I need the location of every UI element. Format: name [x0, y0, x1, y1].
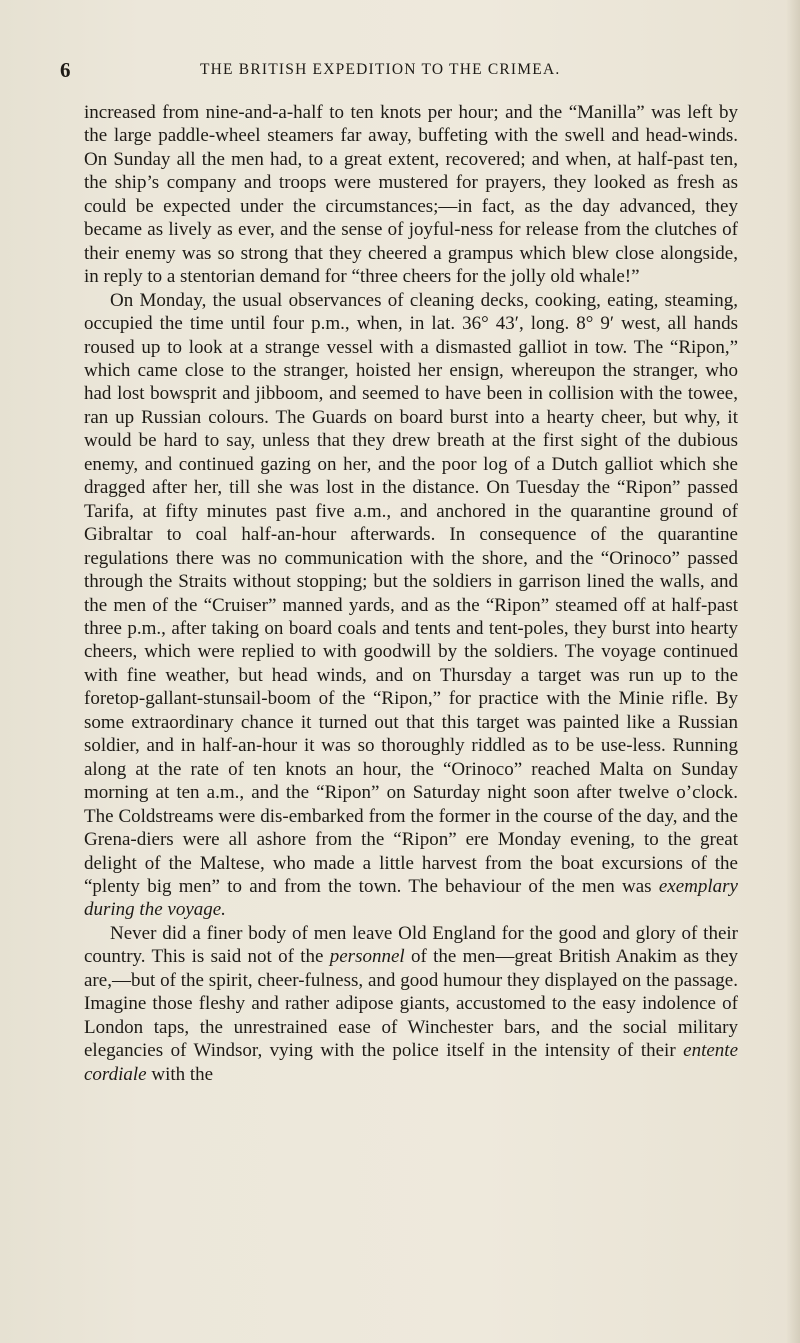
paragraph-1 — [84, 101, 738, 289]
page-edge-shadow — [786, 0, 800, 1343]
running-head — [60, 58, 750, 82]
text-segment: increased from nine-and-a-half to ten knots per hour; and the “Manilla” was left by the large paddle-wheel steamers far away, buffeting with the swell and head-winds. On Sunday all the men had, to a great extent, recovered; and when, at half-past ten, the ship’s company and troops were mustered for prayers, they looked as fresh as could be expected under the circumstances;—in fact, as the day advanced, they became as lively as ever, and the sense of joyful-ness for release from the clutches of their enemy was so strong that they cheered a grampus which blew close alongside, in reply to a stentorian demand for “three cheers for the jolly old whale!” — [84, 102, 738, 288]
paragraph-3 — [84, 922, 738, 1086]
text-segment: Never did a finer body of men leave Old England for the good and glory of their country. This is said not of the — [84, 922, 738, 968]
running-title: THE BRITISH EXPEDITION TO THE CRIMEA. — [200, 61, 561, 78]
text-segment: with the — [146, 1063, 214, 1085]
page-number: 6 — [60, 58, 71, 82]
text-segment: of the men—great British Anakim as they are,—but of the spirit, cheer-fulness, and good humour they displayed on the passage. Imagine those fleshy and rather adipose giants, accustomed to the easy indolence of London taps, the unrestrained ease of Winchester bars, and the social military elegancies of Windsor, vying with the police itself in the intensity of their — [84, 946, 739, 1062]
paragraph-2 — [84, 289, 738, 922]
italic-text-segment: exemplary during the voyage. — [84, 875, 738, 921]
text-segment: On Monday, the usual observances of cleaning decks, cooking, eating, steaming, occupied the time until four p.m., when, in lat. 36° 43′, long. 8° 9′ west, all hands roused up to look at a strange vessel with a dismasted galliot in tow. The “Ripon,” which came close to the stranger, hoisted her ensign, whereupon the stranger, who had lost bowsprit and jibboom, and seemed to have been in collision with the towee, ran up Russian colours. The Guards on board burst into a hearty cheer, but why, it would be hard to say, unless that they drew breath at the first sight of the dubious enemy, and continued gazing on her, and the poor log of a Dutch galliot which she dragged after her, till she was lost in the distance. On Tuesday the “Ripon” passed Tarifa, at fifty minutes past five a.m., and anchored in the quarantine ground of Gibraltar to coal half-an-hour afterwards. In consequence of the quarantine regulations there was no communication with the shore, and the “Orinoco” passed through the Straits without stopping; but the soldiers in garrison lined the walls, and the men of the “Cruiser” manned yards, and as the “Ripon” steamed off at half-past three p.m., after taking on board coals and tents and tent-poles, they burst into hearty cheers, which were replied to with goodwill by the soldiers. The voyage continued with fine weather, but head winds, and on Thursday a target was run up to the foretop-gallant-stunsail-boom of the “Ripon,” for practice with the Minie rifle. By some extraordinary chance it turned out that this target was painted like a Russian soldier, and in half-an-hour it was so thoroughly riddled as to be use-less. Running along at the rate of ten knots an hour, the “Orinoco” reached Malta on Sunday morning at ten a.m., and the “Ripon” on Saturday night soon after twelve o’clock. The Coldstreams were dis-embarked from the former in the course of the day, and the Grena-diers were all ashore from the “Ripon” ere Monday evening, to the great delight of the Maltese, who made a little harvest from the boat excursions of the “plenty big men” to and from the town. The behaviour of the men was — [84, 289, 738, 897]
body-text — [84, 101, 738, 1086]
italic-text-segment: entente cordiale — [84, 1040, 738, 1085]
italic-text-segment: personnel — [329, 946, 405, 968]
